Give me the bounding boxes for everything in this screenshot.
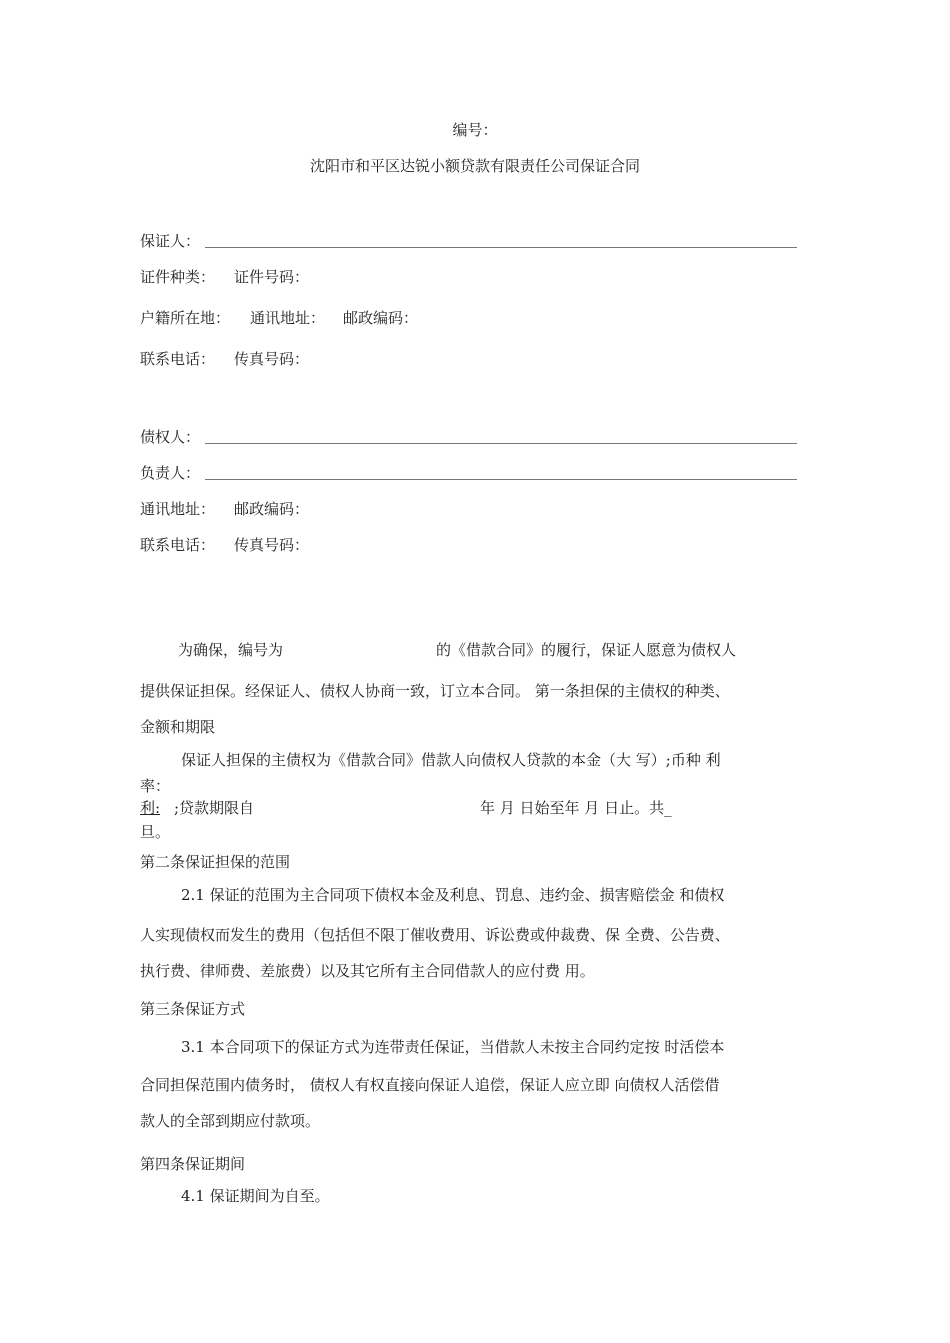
article1-line4: 旦。: [140, 823, 171, 841]
creditor-address-label: 通讯地址：: [140, 500, 216, 518]
article1-line3-a: 利:: [140, 799, 161, 817]
article4-title: 第四条保证期间: [140, 1155, 246, 1173]
creditor-postcode-label: 邮政编码：: [234, 500, 310, 518]
guarantor-blank-line: [205, 247, 797, 248]
article4-1: 4.1 保证期间为自至。: [181, 1187, 330, 1205]
article2-1-line1: 2.1 保证的范围为主合同项下债权本金及利息、罚息、违约金、损害赔偿金 和债权: [181, 886, 725, 904]
article3-1-line3: 款人的全部到期应付款项。: [140, 1112, 321, 1130]
intro-text-a: 为确保，编号为: [178, 641, 284, 659]
responsible-person-blank-line: [205, 479, 797, 480]
contract-number-label: 编号：: [452, 121, 498, 139]
article1-line2: 率：: [140, 777, 171, 795]
guarantor-phone-label: 联系电话：: [140, 350, 216, 368]
article3-1-line2: 合同担保范围内债务时， 债权人有权直接向保证人追偿，保证人应立即 向债权人活偿借: [140, 1076, 720, 1094]
id-type-label: 证件种类：: [140, 268, 216, 286]
article2-title: 第二条保证担保的范围: [140, 853, 291, 871]
creditor-fax-label: 传真号码：: [234, 536, 310, 554]
article2-1-line3: 执行费、律师费、差旅费）以及其它所有主合同借款人的应付费 用。: [140, 962, 595, 980]
responsible-person-label: 负责人：: [140, 464, 201, 482]
guarantor-postcode-label: 邮政编码：: [343, 309, 419, 327]
guarantor-label: 保证人：: [140, 232, 201, 250]
article3-title: 第三条保证方式: [140, 1000, 246, 1018]
intro-text-b: 的《借款合同》的履行，保证人愿意为债权人: [436, 641, 737, 659]
article2-1-line2: 人实现债权而发生的费用（包括但不限丁催收费用、诉讼费或仲裁费、保 全费、公告费、: [140, 926, 730, 944]
article1-line1: 保证人担保的主债权为《借款合同》借款人向债权人贷款的本金（大 写）;币种 利: [181, 751, 721, 769]
guarantor-fax-label: 传真号码：: [234, 350, 310, 368]
id-number-label: 证件号码：: [234, 268, 310, 286]
article3-1-line1: 3.1 本合同项下的保证方式为连带责任保证，当借款人未按主合同约定按 时活偿本: [181, 1038, 725, 1056]
guarantor-address-label: 通讯地址：: [250, 309, 326, 327]
document-title: 沈阳市和平区达锐小额贷款有限责任公司保证合同: [309, 157, 640, 175]
intro-text-line2: 提供保证担保。经保证人、债权人协商一致，订立本合同。 第一条担保的主债权的种类、: [140, 682, 730, 700]
intro-text-line3: 金额和期限: [140, 718, 216, 736]
domicile-label: 户籍所在地：: [140, 309, 231, 327]
article1-line3-c: 年 月 日始至年 月 日止。共_: [480, 799, 672, 817]
creditor-phone-label: 联系电话：: [140, 536, 216, 554]
creditor-blank-line: [205, 443, 797, 444]
article1-line3-b: ;贷款期限自: [174, 799, 255, 817]
creditor-label: 债权人：: [140, 428, 201, 446]
